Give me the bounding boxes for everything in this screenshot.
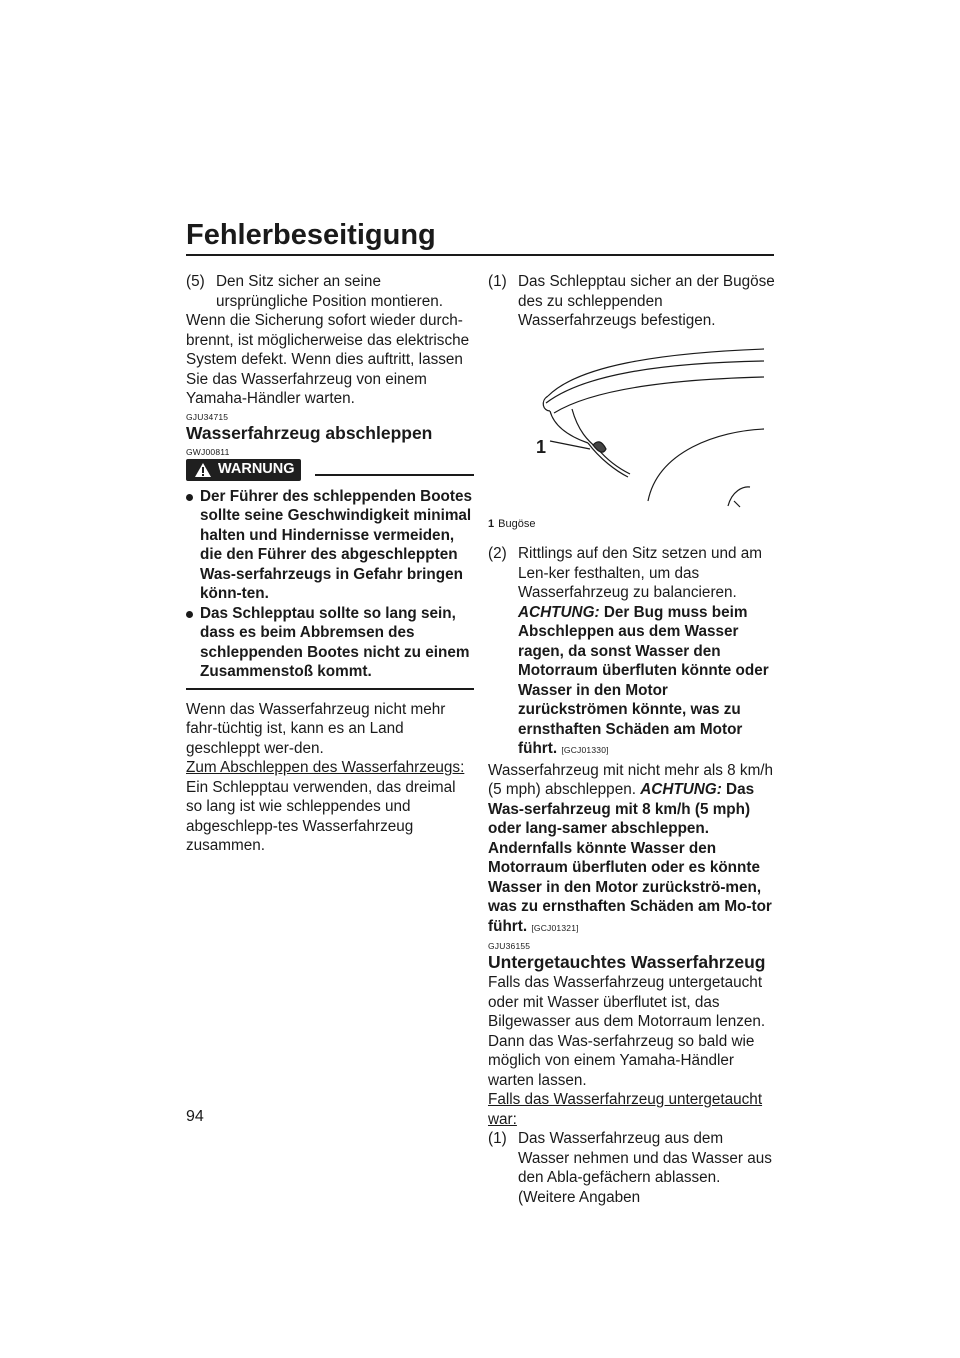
warning-item: Der Führer des schleppenden Bootes sollte seine Geschwindigkeit minimal halten und Hindernisse vermeiden, die den Führer des abgeschleppten Was-serfahrzeugs in Gefahr bringen könn-ten. [186, 487, 474, 604]
caption-number: 1 [488, 517, 495, 530]
step-2 [488, 544, 776, 761]
step-text: Rittlings auf den Sitz setzen und am Len-ker festhalten, um das Wasserfahrzeug zu balancieren. ACHTUNG: Der Bug muss beim Abschleppen aus dem Wasser ragen, da sonst Wasser den Motorraum überfluten könnte oder Wasser in den Motor zurückströmen könnte, was zu ernsthaften Schäden am Motor führt. [GCJ01330] [518, 545, 769, 757]
warning-triangle-icon [194, 462, 212, 478]
left-column [186, 272, 474, 856]
warning-rule [315, 474, 474, 476]
achtung-text: Das Was-serfahrzeug mit 8 km/h (5 mph) oder lang-samer abschleppen. Andernfalls könnte Wasser den Motorraum überfluten oder es könnte Wasser in den Motor zurückströ-men, was zu ernsthaften Schäden am Mo-tor führt. [488, 781, 772, 935]
title-rule [186, 254, 774, 256]
step-text: Das Wasserfahrzeug aus dem Wasser nehmen und das Wasser aus den Abla-gefächern ablassen. (Weitere Angaben [518, 1130, 772, 1206]
tow-heading: Zum Abschleppen des Wasserfahrzeugs: [186, 759, 465, 776]
step-1 [488, 272, 776, 331]
speed-paragraph: Wasserfahrzeug mit nicht mehr als 8 km/h (5 mph) abschleppen. ACHTUNG: Das Was-serfahrzeug mit 8 km/h (5 mph) oder lang-samer abschleppen. Andernfalls könnte Wasser den Motorraum überfluten oder es könnte Wasser in den Motor zurückströ-men, was zu ernsthaften Schäden am Mo-tor führt. [GCJ01321] [488, 761, 774, 935]
step-text: Den Sitz sicher an seine ursprüngliche Position montieren. [216, 273, 444, 310]
sub-step-1 [488, 1129, 776, 1207]
figure-caption [488, 515, 776, 535]
section-title-submerged: Untergetauchtes Wasserfahrzeug [488, 952, 766, 972]
fuse-paragraph: Wenn die Sicherung sofort wieder durch-brennt, ist möglicherweise das elektrische System defekt. Wenn dies auftritt, lassen Sie das Wasserfahrzeug von einem Yamaha-Händler warten. [186, 312, 470, 407]
warning-item: Das Schlepptau sollte so lang sein, dass es beim Abbremsen des schleppenden Bootes nicht zu einem Zusammenstoß kommt. [186, 604, 474, 682]
figure-callout: 1 [536, 436, 547, 457]
achtung-label: ACHTUNG: [518, 603, 600, 621]
warning-badge [186, 459, 301, 481]
bow-eye-figure [488, 341, 776, 511]
submerged-heading: Falls das Wasserfahrzeug untergetaucht war: [488, 1091, 763, 1128]
warning-label: WARNUNG [218, 460, 295, 477]
bow-illustration [488, 341, 776, 511]
section-code: GJU36155 [488, 941, 531, 951]
warning-end-rule [186, 688, 474, 690]
step-number: (5) [186, 273, 205, 290]
caution-code: [GCJ01321] [531, 922, 579, 933]
step-number: (1) [488, 273, 507, 290]
step-5 [186, 272, 474, 311]
bullet-icon [186, 611, 193, 618]
page-title: Fehlerbeseitigung [186, 219, 436, 251]
achtung-label: ACHTUNG: [640, 781, 722, 798]
warning-body [186, 481, 474, 682]
tow-paragraph: Wenn das Wasserfahrzeug nicht mehr fahr-tüchtig ist, kann es an Land geschleppt wer-den. [186, 700, 446, 757]
step-number: (2) [488, 545, 507, 562]
section-title-towing: Wasserfahrzeug abschleppen [186, 422, 433, 443]
step-text: Das Schlepptau sicher an der Bugöse des zu schleppenden Wasserfahrzeugs befestigen. [518, 273, 775, 329]
section-code: GJU34715 [186, 411, 229, 422]
caution-code: [GCJ01330] [561, 745, 609, 755]
achtung-text: Der Bug muss beim Abschleppen aus dem Wasser ragen, da sonst Wasser den Motorraum überfluten könnte oder Wasser in den Motor zurückströmen könnte, was zu ernsthaften Schäden am Motor führt. [518, 603, 769, 757]
tow-rope-paragraph: Ein Schlepptau verwenden, das dreimal so lang ist wie schleppendes und abgeschlepp-tes Wasserfahrzeug zusammen. [186, 778, 456, 854]
warning-header [186, 459, 474, 481]
bullet-icon [186, 494, 193, 501]
warning-code: GWJ00811 [186, 446, 230, 457]
right-column [488, 272, 776, 1207]
page-number: 94 [186, 1108, 204, 1125]
submerged-paragraph: Falls das Wasserfahrzeug untergetaucht oder mit Wasser überflutet ist, das Bilgewasser aus dem Motorraum lenzen. Dann das Was-serfahrzeug so bald wie möglich von einem Yamaha-Händler warten lassen. [488, 974, 766, 1089]
step-number: (1) [488, 1130, 507, 1147]
caption-text: Bugöse [498, 517, 536, 530]
